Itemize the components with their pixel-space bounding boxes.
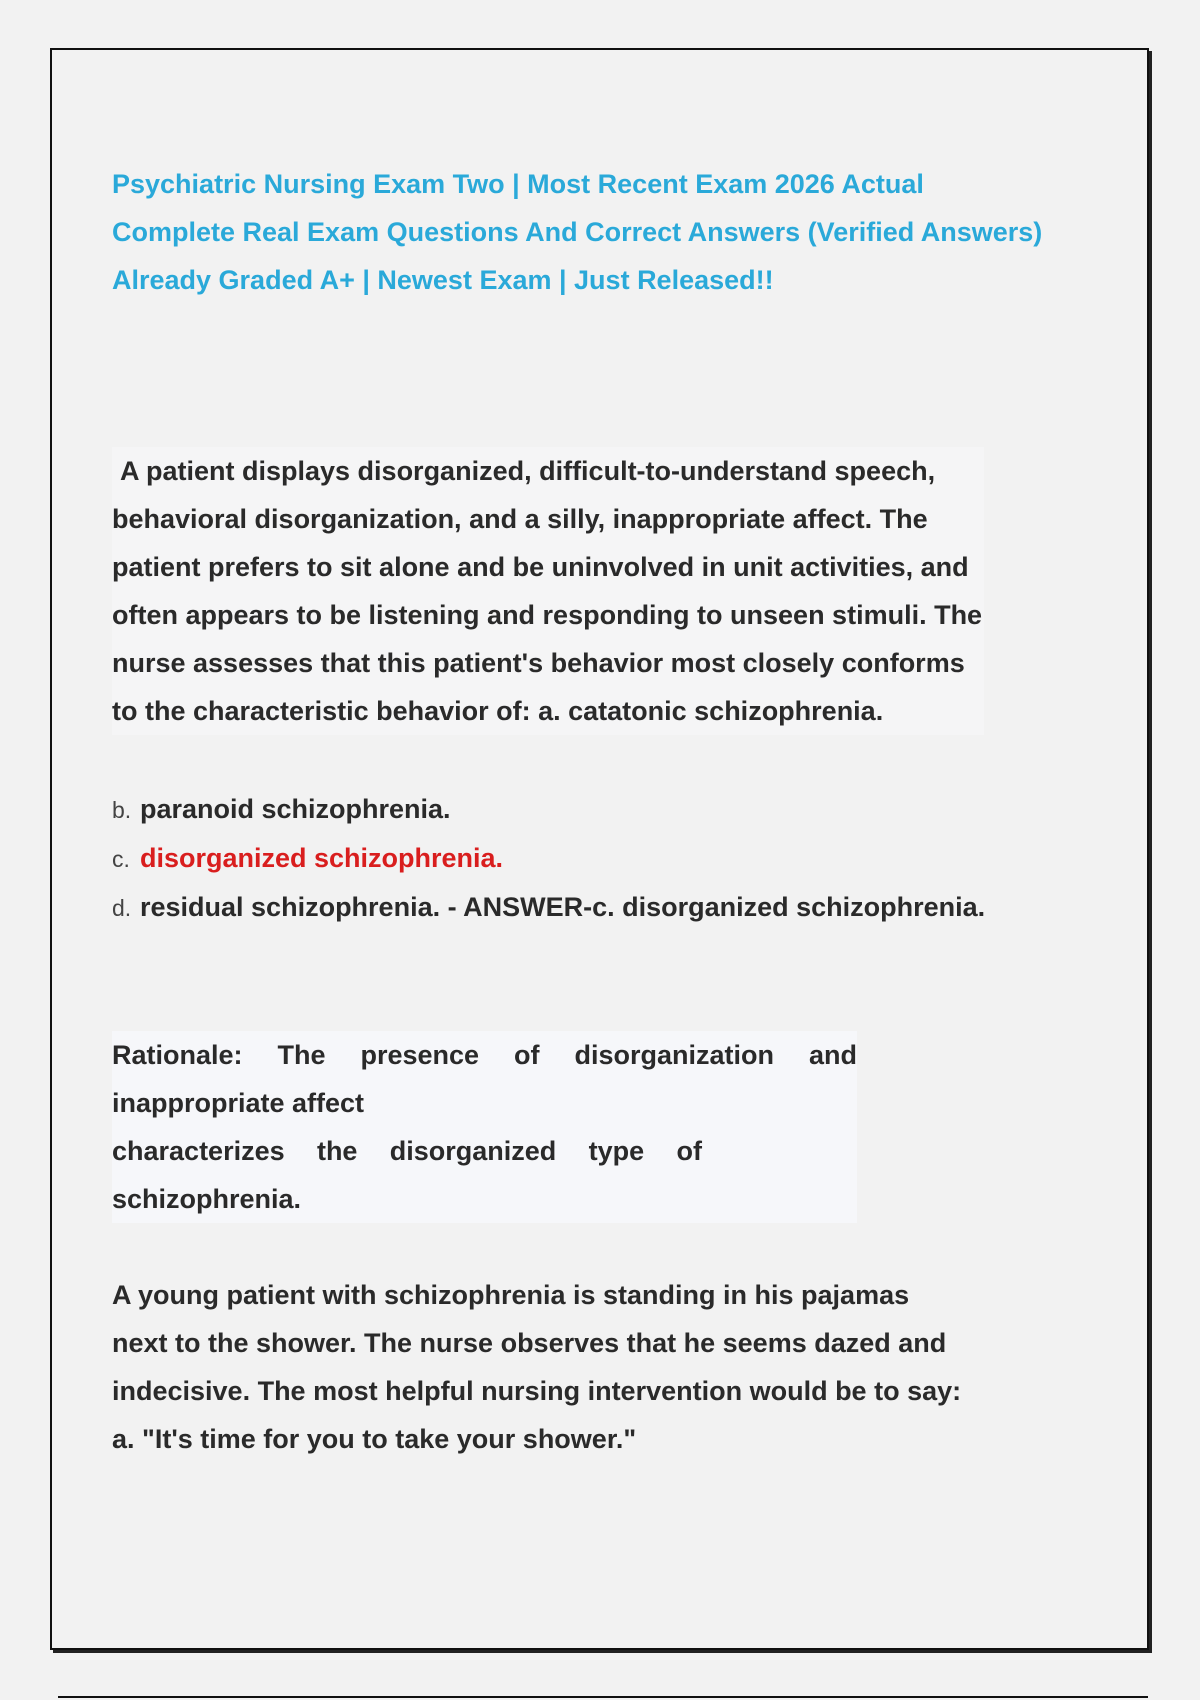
rationale-word: characterizes bbox=[112, 1136, 285, 1166]
next-page-edge bbox=[58, 1696, 1148, 1698]
question-1-stem bbox=[112, 447, 984, 735]
rationale-word: disorganization bbox=[574, 1040, 774, 1070]
rationale-block bbox=[112, 1031, 857, 1223]
option-letter: d. bbox=[112, 895, 132, 921]
option-d bbox=[112, 883, 1012, 932]
rationale-word: type bbox=[588, 1136, 645, 1166]
option-text-answer: residual schizophrenia. - ANSWER-c. disorganized schizophrenia. bbox=[140, 892, 986, 922]
rationale-word: The bbox=[277, 1040, 326, 1070]
document-title: Psychiatric Nursing Exam Two | Most Recent Exam 2026 Actual Complete Real Exam Questions And Correct Answers (Verified Answers) Already Graded A+ | Newest Exam | Just Released!! bbox=[112, 169, 1043, 295]
question-2-stem: A young patient with schizophrenia is standing in his pajamas next to the shower. The nurse observes that he seems dazed and indecisive. The most helpful nursing intervention would be to say: a. "It's time for you to take your shower." bbox=[112, 1280, 962, 1454]
rationale-line-4: schizophrenia. bbox=[112, 1184, 302, 1214]
rationale-line-2: inappropriate affect bbox=[112, 1088, 365, 1118]
question-1-text: A patient displays disorganized, difficult-to-understand speech, behavioral disorganization, and a silly, inappropriate affect. The patient prefers to sit alone and be uninvolved in unit activities, and often appears to be listening and responding to unseen stimuli. The nurse assesses that this patient's behavior most closely conforms to the characteristic behavior of: a. catatonic schizophrenia. bbox=[112, 456, 983, 726]
rationale-word: disorganized bbox=[389, 1136, 557, 1166]
rationale-word: the bbox=[316, 1136, 358, 1166]
option-letter: c. bbox=[112, 846, 130, 872]
rationale-line-3 bbox=[112, 1127, 702, 1175]
rationale-word: of bbox=[514, 1040, 540, 1070]
rationale-word: Rationale: bbox=[112, 1040, 243, 1070]
option-letter: b. bbox=[112, 797, 132, 823]
rationale-word: and bbox=[808, 1040, 857, 1070]
rationale-line-1 bbox=[112, 1031, 857, 1079]
option-b bbox=[112, 785, 1012, 834]
rationale-word: presence bbox=[360, 1040, 480, 1070]
correct-option-text: disorganized schizophrenia. bbox=[140, 843, 504, 873]
option-c bbox=[112, 834, 1012, 883]
option-text: paranoid schizophrenia. bbox=[140, 794, 451, 824]
question-1-options bbox=[112, 785, 1012, 932]
rationale-word: of bbox=[676, 1136, 702, 1166]
